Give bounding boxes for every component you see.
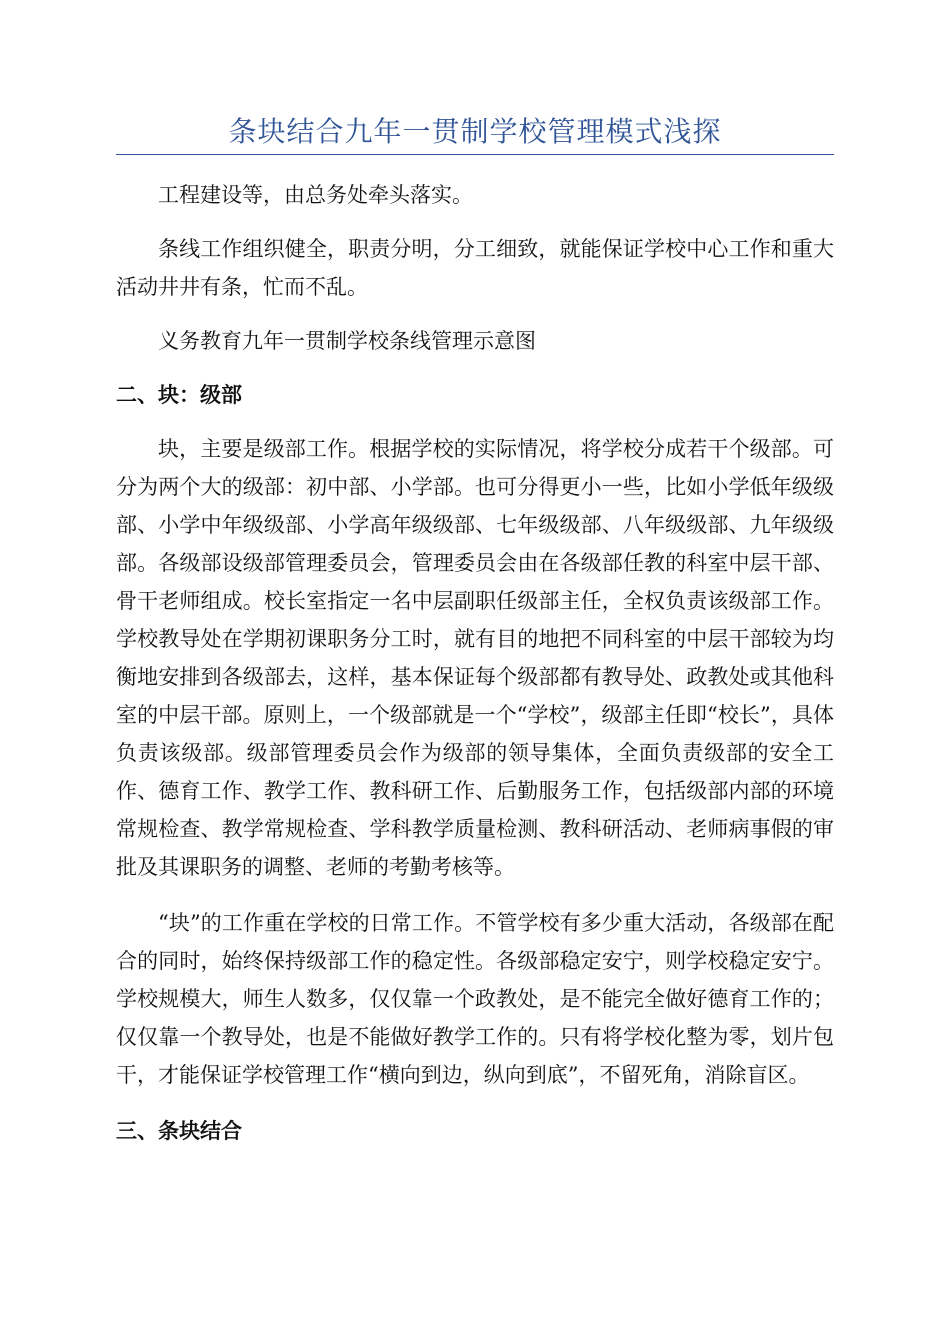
section-heading-2: 二、块：级部 xyxy=(116,383,242,407)
paragraph-4: “块”的工作重在学校的日常工作。不管学校有多少重大活动，各级部在配合的同时，始终保持级部工作的稳定性。各级部稳定安宁，则学校稳定安宁。学校规模大，师生人数多，仅仅靠一个政教处，是不能完全做好德育工作的；仅仅靠一个教导处，也是不能做好教学工作的。只有将学校化整为零，划片包干，才能保证学校管理工作“横向到边，纵向到底”，不留死角，消除盲区。 xyxy=(116,911,834,1087)
document-body xyxy=(116,176,834,1150)
figure-caption: 义务教育九年一贯制学校条线管理示意图 xyxy=(158,329,536,353)
paragraph-1: 工程建设等，由总务处牵头落实。 xyxy=(158,183,473,207)
section-heading-3: 三、条块结合 xyxy=(116,1119,242,1143)
title-underline xyxy=(116,154,834,155)
paragraph-3: 块，主要是级部工作。根据学校的实际情况，将学校分成若干个级部。可分为两个大的级部：初中部、小学部。也可分得更小一些，比如小学低年级级部、小学中年级级部、小学高年级级部、七年级级部、八年级级部、九年级级部。各级部设级部管理委员会，管理委员会由在各级部任教的科室中层干部、骨干老师组成。校长室指定一名中层副职任级部主任，全权负责该级部工作。学校教导处在学期初课职务分工时，就有目的地把不同科室的中层干部较为均衡地安排到各级部去，这样，基本保证每个级部都有教导处、政教处或其他科室的中层干部。原则上，一个级部就是一个“学校”，级部主任即“校长”，具体负责该级部。级部管理委员会作为级部的领导集体，全面负责级部的安全工作、德育工作、教学工作、教科研工作、后勤服务工作，包括级部内部的环境常规检查、教学常规检查、学科教学质量检测、教科研活动、老师病事假的审批及其课职务的调整、老师的考勤考核等。 xyxy=(116,437,834,879)
paragraph-2: 条线工作组织健全，职责分明，分工细致，就能保证学校中心工作和重大活动井井有条，忙而不乱。 xyxy=(116,237,834,299)
document-title: 条块结合九年一贯制学校管理模式浅探 xyxy=(228,115,722,148)
